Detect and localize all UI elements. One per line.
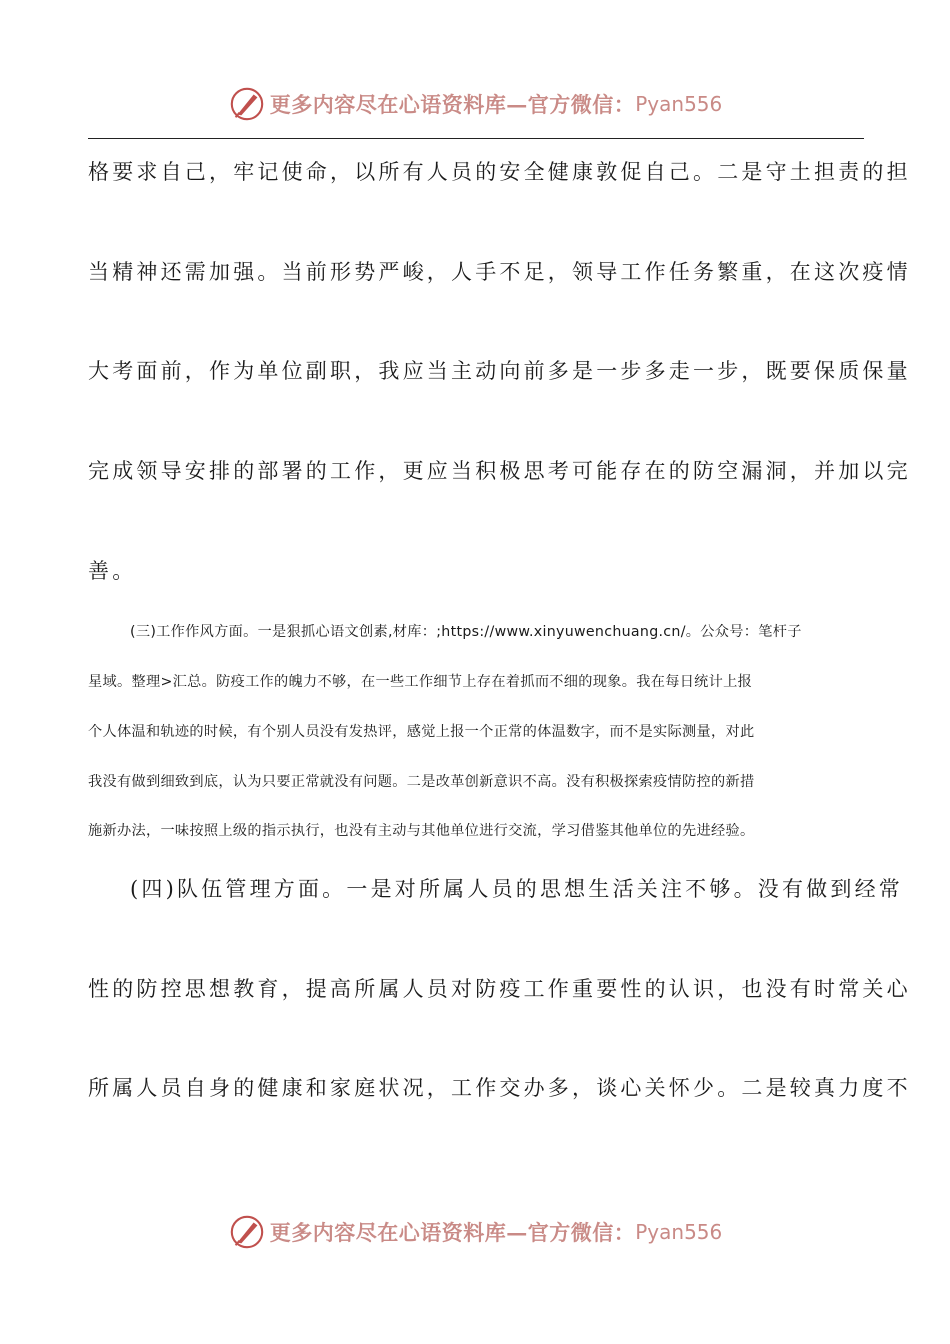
text-line: 我没有做到细致到底，认为只要正常就没有问题。二是改革创新意识不高。没有积极探索疫情防控的新措 (88, 774, 755, 790)
text-line: 当精神还需加强。当前形势严峻，人手不足，领导工作任务繁重，在这次疫情 (88, 260, 911, 284)
header-banner (0, 82, 950, 126)
footer-banner (0, 1210, 950, 1254)
banner-text: 更多内容尽在心语资料库—官方微信： (269, 1220, 636, 1245)
text-line: 完成领导安排的部署的工作，更应当积极思考可能存在的防空漏洞，并加以完 (88, 459, 911, 483)
wechat-id: Pyan556 (635, 1220, 723, 1244)
text-line: 格要求自己，牢记使命，以所有人员的安全健康敦促自己。二是守土担责的担 (88, 160, 911, 184)
banner-text: 更多内容尽在心语资料库—官方微信： (269, 92, 636, 117)
wechat-id: Pyan556 (635, 92, 723, 116)
text-line: 善。 (88, 559, 137, 583)
text-line: 所属人员自身的健康和家庭状况，工作交办多，谈心关怀少。二是较真力度不 (88, 1076, 911, 1100)
text-line: 施新办法，一味按照上级的指示执行，也没有主动与其他单位进行交流，学习借鉴其他单位的先进经验。 (88, 823, 755, 839)
text-line: (四)队伍管理方面。一是对所属人员的思想生活关注不够。没有做到经常 (130, 877, 903, 901)
header-rule (88, 138, 864, 139)
text-line: 个人体温和轨迹的时候，有个别人员没有发热评，感觉上报一个正常的体温数字，而不是实际测量，对此 (88, 724, 755, 740)
text-line: (三)工作作风方面。一是狠抓心语文创素,材库：;https://www.xinyuwenchuang.cn/。公众号：笔杆子 (130, 624, 802, 640)
text-line: 星域。整理>汇总。防疫工作的魄力不够，在一些工作细节上存在着抓而不细的现象。我在每日统计上报 (88, 674, 753, 690)
quill-logo-icon (228, 1213, 266, 1251)
text-line: 大考面前，作为单位副职，我应当主动向前多是一步多走一步，既要保质保量 (88, 359, 911, 383)
text-line: 性的防控思想教育，提高所属人员对防疫工作重要性的认识，也没有时常关心 (88, 977, 911, 1001)
quill-logo-icon (228, 85, 266, 123)
